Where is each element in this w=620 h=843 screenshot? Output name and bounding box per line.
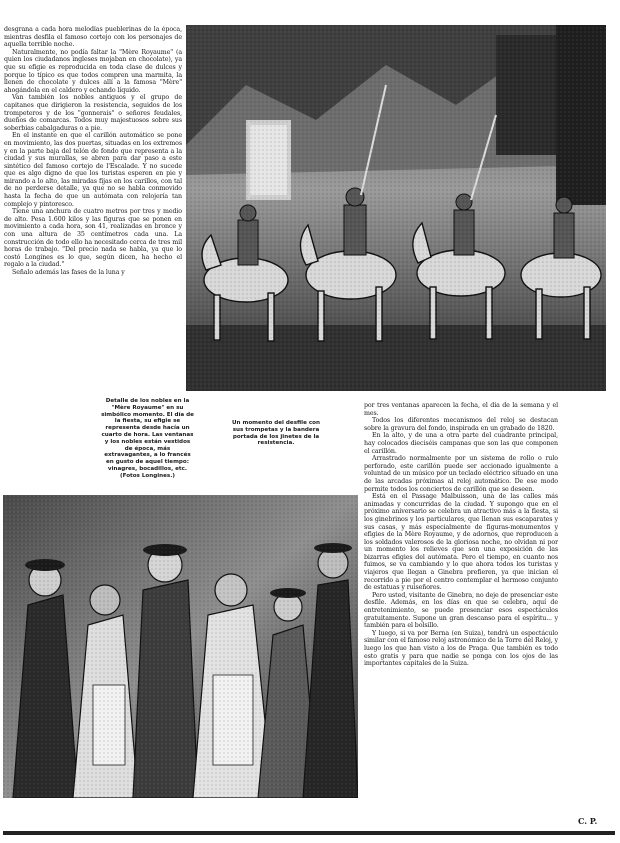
left-article-column <box>4 26 182 392</box>
photo-clock-figures-image <box>186 25 606 391</box>
caption-middle: Un momento del desfile con sus trompetas y la bandera portada de los jinetes de la resistencia. <box>232 420 320 447</box>
right-paragraph-5: Está en el Passage Malbuisson, una de las calles más animadas y concurridas de la ciudad. Y supongo que en el próximo aniversario se celebra un atractivo más a la fiesta, si los ginebrinos y los particulares, que llenan sus escaparates y sus casas, y más especialmente de figuras-monumentos y efigies de la Mère Royaume, y de adornos, que reproducen a los soldados valerosos de la gloriosa noche, no olvidan ni por un momento los relieves que son una exposición de las bizarras efigies del autómata. Pero el tiempo, en cuanto nos fuimos, se va cambiando y lo que ahora todos los turistas y viajeros que llegan a Ginebra prefieren, ya que inician el recorrido a pie por el centro contemplar el hermoso conjunto de estatuas y ruiseñores. <box>364 493 558 592</box>
left-paragraph-6: Señalo además las fases de la luna y <box>12 269 125 276</box>
photo-costumed-citizens-image <box>3 495 358 798</box>
left-paragraph-5: Tiene una anchura de cuatro metros por tres y medio de alto. Pesa 1.600 kilos y las figuras que se ponen en movimiento a cada hora, son 41, realizadas en bronce y con una altura de 35 centímetros cada una. La construcción de todo ello ha necesitado cerca de tres mil horas de trabajo. "Del precio nada se habla, ya que lo costó Longines es lo que, según dicen, ha hecho el regalo a la ciudad." <box>4 208 182 269</box>
right-paragraph-7: Y luego, si va por Berna (en Suiza), tendrá un espectáculo similar con el famoso reloj astronómico de la Torre del Reloj, y luego los que han visto a los de Praga. Que también es todo esto gratis y para que nadie se ponga con los ojos de las importantes capitales de la Suiza. <box>364 629 558 668</box>
right-paragraph-2: Todos los diferentes mecanismos del reloj se destacan sobre la gravura del fondo, inspirada en un grabado de 1820. <box>364 417 558 432</box>
left-paragraph-1: desgrana a cada hora melodías pueblerinas de la época, mientras desfila el famoso cortejo con los personajes de aquella terrible noche. <box>4 26 182 49</box>
author-signature: C. P. <box>578 816 598 826</box>
right-article-column <box>364 402 558 802</box>
caption-left: Detalle de los nobles en la "Mère Royaume" en su simbólico momento. El día de la fiesta, su efigie se representa desde hacía un cuarto de hora. Las ventanas y los nobles están vestidos de época, más extravagantes, a lo francés en gusto de aquel tiempo: vinagres, bocadillos, etc. (Fotos Longines.) <box>101 398 194 479</box>
left-paragraph-2: Naturalmente, no podía faltar la "Mère Royaume" (a quien los ciudadanos ingleses mojaban en chocolate), ya que su efigie es reproducida en toda clase de dulces y porque lo típico es que todos compren una marmita, la llenen de chocolate y dulces allí a la famosa "Mère" ahogándola en el caldero y echando líquido. <box>4 48 182 94</box>
right-paragraph-6: Pero usted, visitante de Ginebra, no deje de presenciar este desfile. Además, en los días en que se celebra, aquí de entretenimiento, se puede presenciar esos espectáculos gratuitamente. Supone un gran descanso para el espíritu... y también para el bolsillo. <box>364 591 558 630</box>
left-paragraph-4: En el instante en que el carillón automático se pone en movimiento, las dos puertas, situadas en los extremos y en la parte baja del telón de fondo que representa a la ciudad y sus murallas, se abren para dar paso a este sintético del famoso cortejo de l'Escalade. Y no sucede que es algo digno de que los turistas esperen en pie y mirando a lo alto, las miradas fijas en los carillos, con tal de no perderse detalle, ya que no se habla conmovido hasta la fecha de que un autómata con relojería tan complejo y pintoresco. <box>4 132 182 208</box>
bottom-rule <box>3 831 615 835</box>
photo-clock-figures <box>186 25 606 391</box>
right-paragraph-1: por tres ventanas aparecen la fecha, el día de la semana y el mes. <box>364 402 558 417</box>
right-paragraph-3: En la alto, y de una a otra parte del cuadrante principal, hay colocados dieciséis campanas que son las que componen el carillón. <box>364 432 558 455</box>
photo-costumed-citizens <box>3 495 358 798</box>
right-paragraph-4: Arrastrado normalmente por un sistema de rollo o rulo perforado, este carillón puede ser accionado igualmente a voluntad de un músico por un teclado eléctrico situado en una de las arcadas próximas al reloj automático. De ese modo permite todos los conciertos de carillón que se deseen. <box>364 455 558 493</box>
left-paragraph-3: Van también los nobles antiguos y el grupo de capitanes que dirigieron la resistencia, seguidos de los trompeteros y de los "gonnerais" o señores feudales, dueños de comarcas. Todos muy majestuosos sobre sus soberbias cabalgaduras o a pie. <box>4 94 182 132</box>
